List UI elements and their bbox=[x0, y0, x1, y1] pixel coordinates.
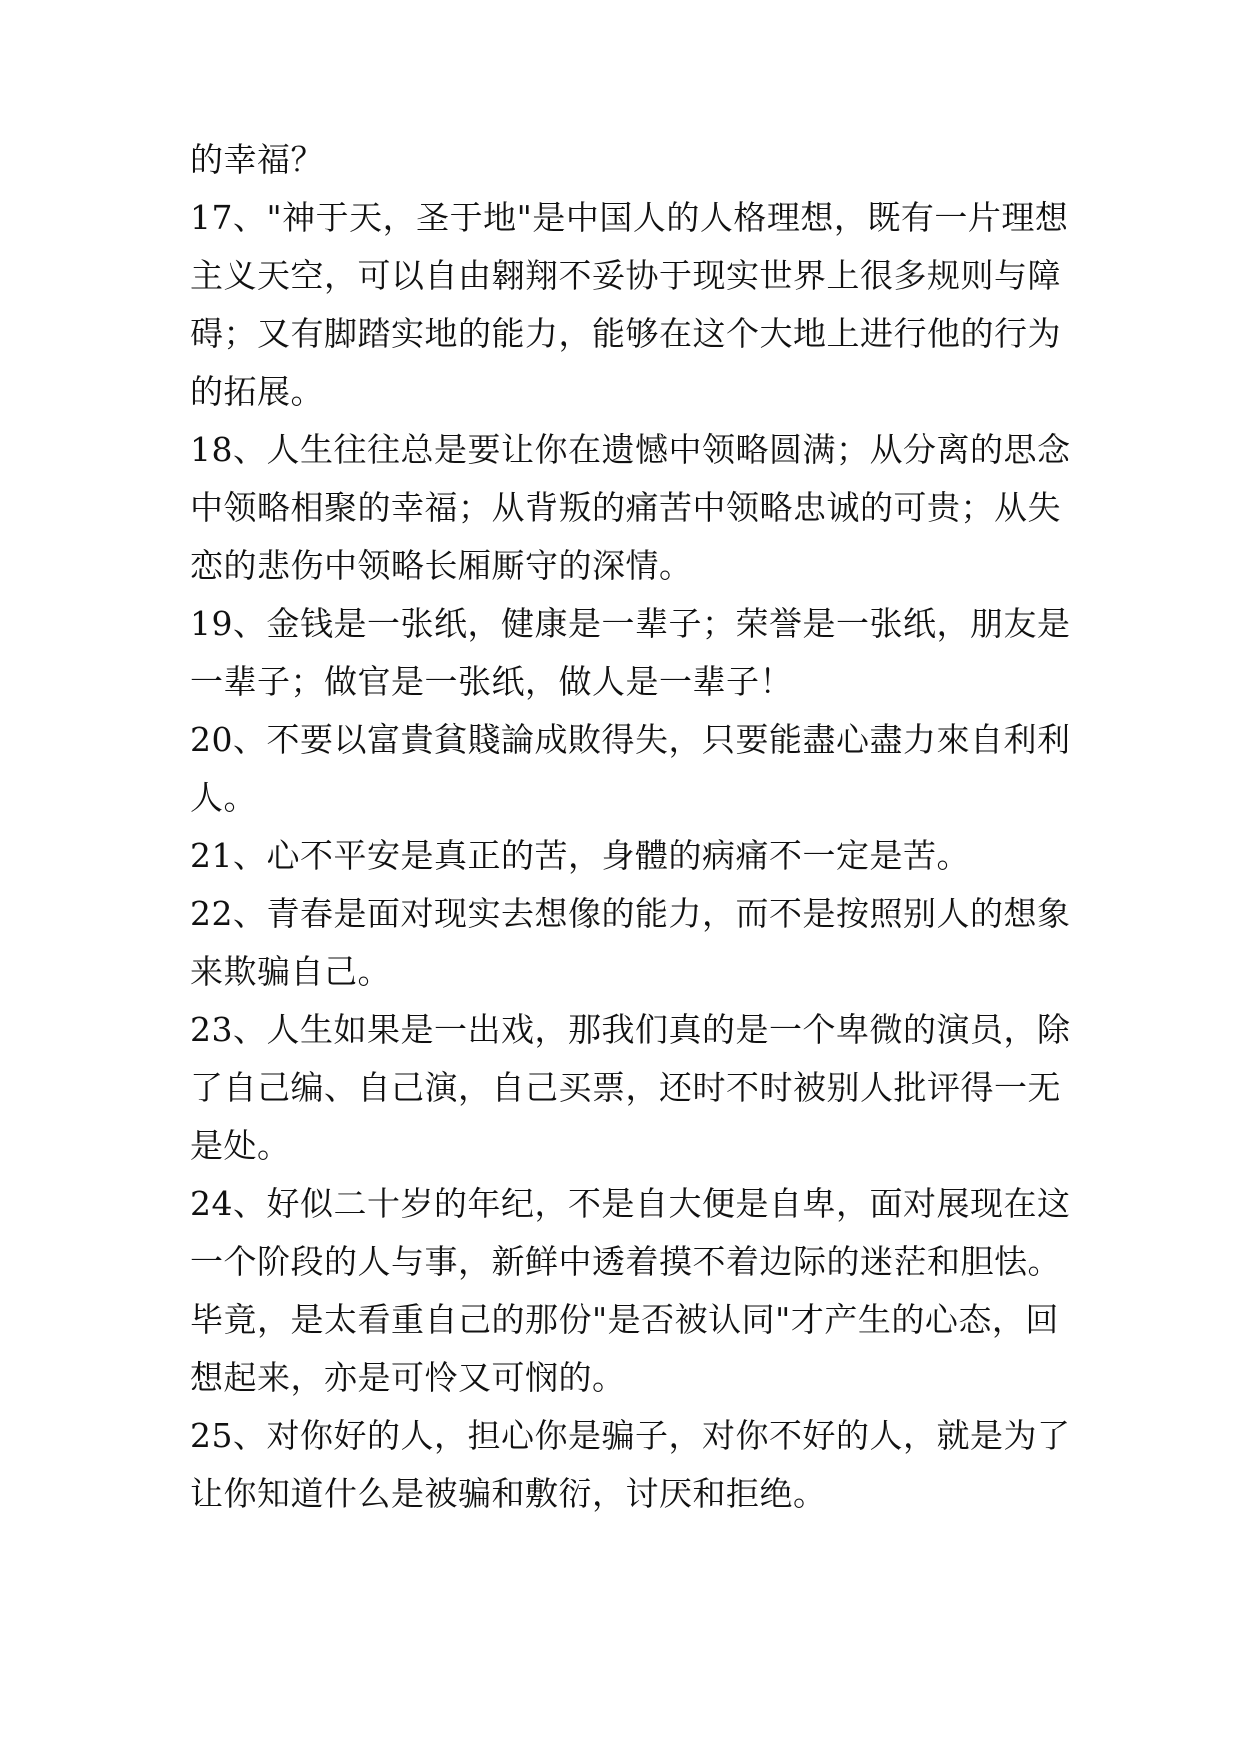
text-line: 20、不要以富貴貧賤論成敗得失，只要能盡心盡力來自利利 bbox=[190, 720, 1071, 759]
text-line: 一个阶段的人与事，新鲜中透着摸不着边际的迷茫和胆怯。 bbox=[190, 1242, 1061, 1281]
text-line: 恋的悲伤中领略长厢厮守的深情。 bbox=[190, 546, 693, 585]
text-line: 是处。 bbox=[190, 1126, 291, 1165]
text-line: 中领略相聚的幸福；从背叛的痛苦中领略忠诚的可贵；从失 bbox=[190, 488, 1061, 527]
text-line: 的幸福？ bbox=[190, 140, 324, 179]
text-line: 的拓展。 bbox=[190, 372, 324, 411]
text-line: 想起来，亦是可怜又可悯的。 bbox=[190, 1358, 626, 1397]
text-line: 23、人生如果是一出戏，那我们真的是一个卑微的演员，除 bbox=[190, 1010, 1071, 1049]
text-line: 17、"神于天，圣于地"是中国人的人格理想，既有一片理想 bbox=[190, 198, 1069, 237]
text-line: 人。 bbox=[190, 778, 257, 817]
text-line: 18、人生往往总是要让你在遗憾中领略圆满；从分离的思念 bbox=[190, 430, 1071, 469]
text-line: 19、金钱是一张纸，健康是一辈子；荣誉是一张纸，朋友是 bbox=[190, 604, 1071, 643]
text-line: 21、心不平安是真正的苦，身體的病痛不一定是苦。 bbox=[190, 836, 970, 875]
text-line: 了自己编、自己演，自己买票，还时不时被别人批评得一无 bbox=[190, 1068, 1061, 1107]
text-line: 24、好似二十岁的年纪，不是自大便是自卑，面对展现在这 bbox=[190, 1184, 1071, 1223]
text-line: 25、对你好的人，担心你是骗子，对你不好的人，就是为了 bbox=[190, 1416, 1071, 1455]
text-line: 22、青春是面对现实去想像的能力，而不是按照别人的想象 bbox=[190, 894, 1071, 933]
text-line: 毕竟，是太看重自己的那份"是否被认同"才产生的心态，回 bbox=[190, 1300, 1059, 1339]
text-line: 一辈子；做官是一张纸，做人是一辈子！ bbox=[190, 662, 793, 701]
text-line: 让你知道什么是被骗和敷衍，讨厌和拒绝。 bbox=[190, 1474, 827, 1513]
text-line: 来欺骗自己。 bbox=[190, 952, 391, 991]
text-line: 碍；又有脚踏实地的能力，能够在这个大地上进行他的行为 bbox=[190, 314, 1061, 353]
text-line: 主义天空，可以自由翱翔不妥协于现实世界上很多规则与障 bbox=[190, 256, 1061, 295]
